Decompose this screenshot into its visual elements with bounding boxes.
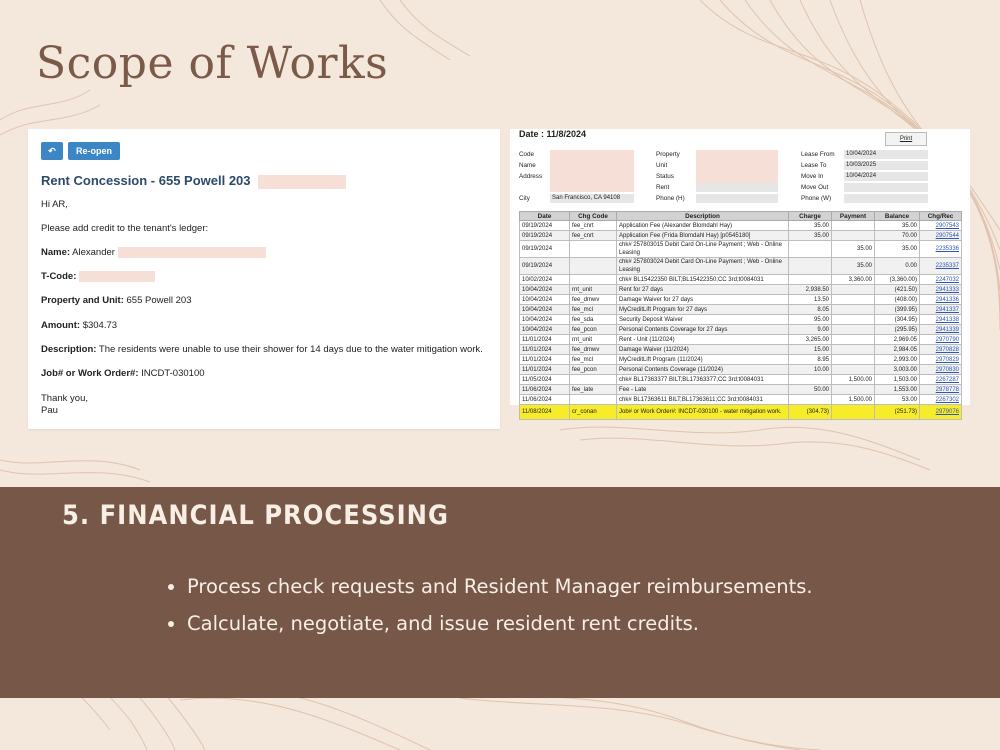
cell-balance: (251.73) (875, 405, 920, 420)
ledger-header-row (520, 212, 962, 221)
col-payment: Payment (832, 212, 875, 221)
cell-description: Personal Contents Coverage (11/2024) (617, 365, 789, 375)
cell-payment (832, 385, 875, 395)
table-row (520, 335, 962, 345)
cell-payment (832, 221, 875, 231)
cell-balance: (421.50) (875, 285, 920, 295)
cell-chg-code: fee_cnrt (570, 231, 617, 241)
slide-title: Scope of Works (36, 38, 389, 89)
table-row (520, 231, 962, 241)
cell-balance: 2,969.05 (875, 335, 920, 345)
cell-charge: (304.73) (789, 405, 832, 420)
cell-date: 10/04/2024 (520, 315, 570, 325)
cell-charge (789, 258, 832, 275)
table-row (520, 221, 962, 231)
cell-date: 10/04/2024 (520, 285, 570, 295)
email-signature: Pau (41, 405, 58, 416)
email-property-line: Property and Unit: 655 Powell 203 (41, 295, 192, 306)
cell-payment (832, 365, 875, 375)
cell-chg-code: fee_mcl (570, 355, 617, 365)
cell-description: MyCreditLift Program for 27 days (617, 305, 789, 315)
reply-arrow-icon: ↶ (48, 145, 56, 156)
cell-chg-code: fee_sda (570, 315, 617, 325)
table-row (520, 241, 962, 258)
cell-charge: 35.00 (789, 231, 832, 241)
cell-payment: 35.00 (832, 258, 875, 275)
lease-to-value: 10/03/2025 (844, 161, 928, 170)
cell-charge: 9.00 (789, 325, 832, 335)
print-button[interactable]: Print (885, 132, 927, 146)
cell-charge (789, 395, 832, 405)
redacted-block (79, 271, 155, 282)
tenant-ledger-panel (510, 129, 970, 415)
cell-chg-rec-link[interactable]: 2970829 (920, 355, 962, 365)
cell-description: chk# BL15422350 BILT;BL15422350;CC 3rd;t0084031 (617, 275, 789, 285)
table-row (520, 325, 962, 335)
cell-balance: (3,360.00) (875, 275, 920, 285)
cell-chg-rec-link[interactable]: 2941333 (920, 285, 962, 295)
cell-balance: 1,503.00 (875, 375, 920, 385)
cell-description: Security Deposit Waiver (617, 315, 789, 325)
cell-date: 11/08/2024 (520, 405, 570, 420)
table-row (520, 315, 962, 325)
move-in-label: Move In (801, 173, 824, 180)
cell-chg-code: fee_dmwv (570, 295, 617, 305)
table-row (520, 295, 962, 305)
cell-description: chk# 257803024 Debit Card On-Line Payment ; Web - Online Leasing (617, 258, 789, 275)
redacted-block (118, 247, 266, 258)
ledger-table (519, 211, 962, 420)
cell-charge: 3,265.00 (789, 335, 832, 345)
cell-charge: 35.00 (789, 221, 832, 231)
section-band (0, 487, 1000, 698)
cell-description: MyCreditLift Program (11/2024) (617, 355, 789, 365)
property-label: Property (656, 151, 680, 158)
redacted-block (550, 150, 634, 192)
cell-chg-rec-link[interactable]: 2970790 (920, 335, 962, 345)
cell-balance: 35.00 (875, 221, 920, 231)
email-greeting: Hi AR, (41, 199, 68, 210)
cell-date: 09/19/2024 (520, 241, 570, 258)
cell-balance: (295.95) (875, 325, 920, 335)
cell-charge (789, 375, 832, 385)
lease-from-value: 10/04/2024 (844, 150, 928, 159)
cell-charge: 95.00 (789, 315, 832, 325)
name-label: Name (519, 162, 536, 169)
table-row (520, 275, 962, 285)
cell-description: chk# BL17363611 BILT;BL17363611;CC 3rd;t0084031 (617, 395, 789, 405)
cell-date: 09/19/2024 (520, 231, 570, 241)
phone-w-label: Phone (W) (801, 195, 832, 202)
table-row (520, 365, 962, 375)
cell-balance: (408.00) (875, 295, 920, 305)
cell-date: 11/01/2024 (520, 355, 570, 365)
status-label: Status (656, 173, 674, 180)
cell-charge (789, 241, 832, 258)
cell-date: 11/01/2024 (520, 335, 570, 345)
cell-payment (832, 231, 875, 241)
phone-h-value-box (696, 194, 778, 203)
city-value: San Francisco, CA 94108 (550, 194, 634, 203)
cell-chg-rec-link[interactable]: 2235337 (920, 258, 962, 275)
cell-chg-rec-link[interactable]: 2235336 (920, 241, 962, 258)
move-out-label: Move Out (801, 184, 829, 191)
bullet-item: Process check requests and Resident Manager reimbursements. (168, 568, 813, 605)
cell-description: chk# BL17363377 BILT;BL17363377;CC 3rd;t0084031 (617, 375, 789, 385)
cell-payment (832, 285, 875, 295)
email-intro: Please add credit to the tenant's ledger: (41, 223, 209, 234)
cell-date: 10/04/2024 (520, 325, 570, 335)
reply-back-button[interactable] (41, 142, 63, 160)
cell-description: Application Fee (Alexander Blomdahl Hay) (617, 221, 789, 231)
cell-balance: 1,553.00 (875, 385, 920, 395)
col-balance: Balance (875, 212, 920, 221)
cell-payment: 35.00 (832, 241, 875, 258)
cell-description: Rent for 27 days (617, 285, 789, 295)
cell-chg-code (570, 375, 617, 385)
table-row (520, 305, 962, 315)
cell-date: 09/19/2024 (520, 221, 570, 231)
cell-chg-code: rnt_unit (570, 285, 617, 295)
bullet-dot-icon (168, 621, 174, 627)
move-in-value: 10/04/2024 (844, 172, 928, 181)
cell-balance: 2,993.00 (875, 355, 920, 365)
cell-chg-rec-link[interactable]: 2978778 (920, 385, 962, 395)
cell-chg-rec-link[interactable]: 2907543 (920, 221, 962, 231)
cell-description: Personal Contents Coverage for 27 days (617, 325, 789, 335)
table-row (520, 385, 962, 395)
phone-h-label: Phone (H) (656, 195, 685, 202)
cell-chg-code: fee_dmwv (570, 345, 617, 355)
email-amount-line: Amount: $304.73 (41, 320, 118, 331)
cell-date: 09/19/2024 (520, 258, 570, 275)
cell-charge: 13.50 (789, 295, 832, 305)
cell-chg-code (570, 241, 617, 258)
cell-charge: 15.00 (789, 345, 832, 355)
cell-balance: 53.00 (875, 395, 920, 405)
cell-chg-code: rnt_unit (570, 335, 617, 345)
col-charge: Charge (789, 212, 832, 221)
cell-chg-code: fee_pcon (570, 325, 617, 335)
cell-description: Job# or Work Order#: INCDT-030100 - water mitigation work. (617, 405, 789, 420)
cell-date: 10/04/2024 (520, 295, 570, 305)
address-label: Address (519, 173, 543, 180)
cell-payment (832, 355, 875, 365)
cell-chg-code: cr_conan (570, 405, 617, 420)
col-chg-rec: Chg/Rec (920, 212, 962, 221)
cell-payment (832, 335, 875, 345)
cell-payment (832, 405, 875, 420)
cell-charge: 8.05 (789, 305, 832, 315)
cell-chg-code: fee_cnrt (570, 221, 617, 231)
cell-description: Fee - Late (617, 385, 789, 395)
cell-description: chk# 257803015 Debit Card On-Line Payment ; Web - Online Leasing (617, 241, 789, 258)
table-row (520, 405, 962, 420)
section-heading: 5. FINANCIAL PROCESSING (62, 500, 449, 531)
cell-chg-code: fee_late (570, 385, 617, 395)
cell-date: 10/04/2024 (520, 305, 570, 315)
bullet-list (168, 568, 813, 642)
cell-date: 11/06/2024 (520, 395, 570, 405)
move-out-value-box (844, 183, 928, 192)
cell-chg-rec-link[interactable]: 2247032 (920, 275, 962, 285)
cell-chg-rec-link[interactable]: 2979076 (920, 405, 962, 420)
table-row (520, 285, 962, 295)
lease-to-label: Lease To (801, 162, 827, 169)
cell-charge: 2,938.50 (789, 285, 832, 295)
cell-chg-code (570, 395, 617, 405)
col-chg-code: Chg Code (570, 212, 617, 221)
email-tcode-line: T-Code: (41, 271, 155, 282)
cell-payment: 3,360.00 (832, 275, 875, 285)
reopen-button[interactable]: Re-open (68, 142, 120, 160)
cell-payment (832, 325, 875, 335)
email-job-line: Job# or Work Order#: INCDT-030100 (41, 368, 205, 379)
rent-label: Rent (656, 184, 670, 191)
table-row (520, 395, 962, 405)
bullet-dot-icon (168, 584, 174, 590)
code-label: Code (519, 151, 535, 158)
cell-chg-code (570, 275, 617, 285)
cell-description: Rent - Unit (11/2024) (617, 335, 789, 345)
rent-value-box (696, 183, 778, 192)
lease-from-label: Lease From (801, 151, 835, 158)
cell-payment (832, 315, 875, 325)
bullet-item: Calculate, negotiate, and issue resident rent credits. (168, 605, 813, 642)
email-panel (28, 129, 500, 429)
cell-description: Damage Waiver for 27 days (617, 295, 789, 305)
cell-balance: 0.00 (875, 258, 920, 275)
cell-chg-rec-link[interactable]: 2941339 (920, 325, 962, 335)
cell-date: 11/06/2024 (520, 385, 570, 395)
redacted-block (258, 175, 346, 189)
cell-charge: 50.00 (789, 385, 832, 395)
cell-charge (789, 275, 832, 285)
cell-chg-rec-link[interactable]: 2267302 (920, 395, 962, 405)
cell-balance: 35.00 (875, 241, 920, 258)
email-closing: Thank you, (41, 393, 88, 404)
cell-chg-code (570, 258, 617, 275)
email-subject: Rent Concession - 655 Powell 203 (41, 173, 346, 189)
table-row (520, 345, 962, 355)
cell-date: 11/05/2024 (520, 375, 570, 385)
cell-chg-rec-link[interactable]: 2907544 (920, 231, 962, 241)
cell-balance: 2,984.05 (875, 345, 920, 355)
cell-charge: 10.00 (789, 365, 832, 375)
cell-chg-rec-link[interactable]: 2970828 (920, 345, 962, 355)
table-row (520, 355, 962, 365)
cell-balance: (304.95) (875, 315, 920, 325)
phone-w-value-box (844, 194, 928, 203)
cell-balance: 70.00 (875, 231, 920, 241)
ledger-date: Date : 11/8/2024 (519, 129, 587, 139)
cell-description: Damage Waiver (11/2024) (617, 345, 789, 355)
cell-payment: 1,500.00 (832, 375, 875, 385)
cell-chg-rec-link[interactable]: 2941338 (920, 315, 962, 325)
cell-date: 11/01/2024 (520, 365, 570, 375)
email-name-line: Name: Alexander (41, 247, 266, 258)
table-row (520, 258, 962, 275)
cell-description: Application Fee (Frida Blomdahl Hay) [p0545180] (617, 231, 789, 241)
cell-chg-rec-link[interactable]: 2267287 (920, 375, 962, 385)
cell-payment: 1,500.00 (832, 395, 875, 405)
cell-date: 11/01/2024 (520, 345, 570, 355)
cell-chg-code: fee_mcl (570, 305, 617, 315)
unit-label: Unit (656, 162, 668, 169)
cell-chg-code: fee_pcon (570, 365, 617, 375)
city-label: City (519, 195, 530, 202)
cell-payment (832, 305, 875, 315)
email-description-line: Description: The residents were unable to use their shower for 14 days due to the water mitigation work. (41, 344, 483, 355)
cell-chg-rec-link[interactable]: 2941337 (920, 305, 962, 315)
cell-balance: (399.95) (875, 305, 920, 315)
col-description: Description (617, 212, 789, 221)
cell-date: 10/02/2024 (520, 275, 570, 285)
table-row (520, 375, 962, 385)
cell-payment (832, 295, 875, 305)
cell-chg-rec-link[interactable]: 2970830 (920, 365, 962, 375)
cell-charge: 8.95 (789, 355, 832, 365)
cell-payment (832, 345, 875, 355)
col-date: Date (520, 212, 570, 221)
cell-chg-rec-link[interactable]: 2941336 (920, 295, 962, 305)
cell-balance: 3,003.00 (875, 365, 920, 375)
